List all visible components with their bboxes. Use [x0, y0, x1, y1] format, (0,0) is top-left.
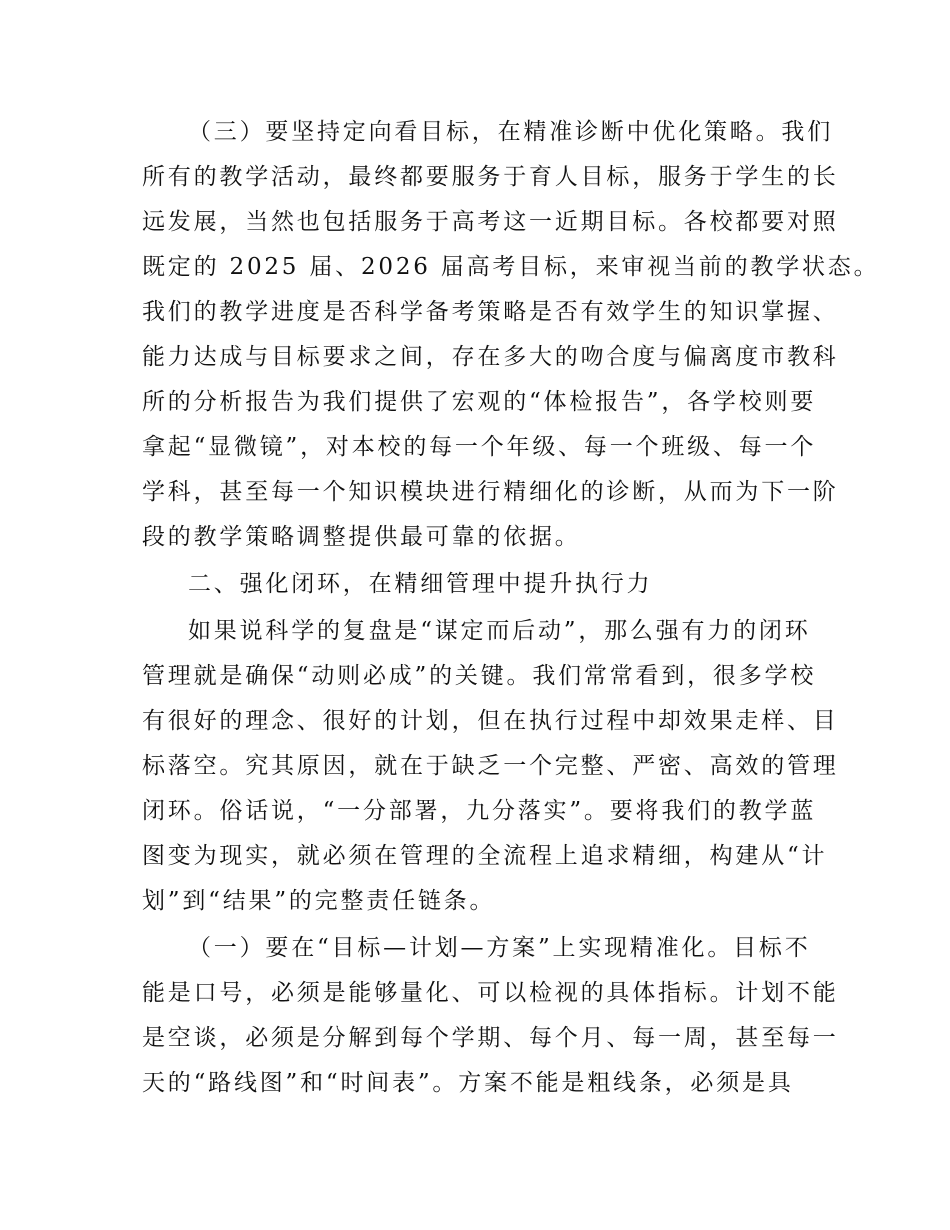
paragraph-3-line-2: 所有的教学活动，最终都要服务于育人目标，服务于学生的长: [142, 164, 839, 190]
paragraph-intro-line-1: 如果说科学的复盘是“谋定而后动”，那么强有力的闭环: [188, 618, 811, 644]
paragraph-1-line-4: 天的“路线图”和“时间表”。方案不能是粗线条，必须是具: [142, 1070, 794, 1096]
paragraph-intro-line-2: 管理就是确保“动则必成”的关键。我们常常看到，很多学校: [142, 663, 817, 689]
paragraph-1-line-1: （一）要在“目标—计划—方案”上实现精准化。目标不: [188, 935, 811, 961]
paragraph-3-line-3: 远发展，当然也包括服务于高考这一近期目标。各校都要对照: [142, 209, 839, 235]
paragraph-1-line-3: 是空谈，必须是分解到每个学期、每个月、每一周，甚至每一: [142, 1025, 839, 1051]
paragraph-3-line-5: 我们的教学进度是否科学备考策略是否有效学生的知识掌握、: [142, 299, 839, 325]
paragraph-3-line-10: 段的教学策略调整提供最可靠的依据。: [142, 524, 581, 550]
paragraph-intro-line-7: 划”到“结果”的完整责任链条。: [142, 888, 496, 914]
paragraph-3-line-4: 既定的 2025 届、2026 届高考目标，来审视当前的教学状态。: [142, 254, 880, 280]
paragraph-3-line-7: 所的分析报告为我们提供了宏观的“体检报告”，各学校则要: [142, 389, 817, 415]
paragraph-3-line-6: 能力达成与目标要求之间，存在多大的吻合度与偏离度市教科: [142, 344, 839, 370]
document-body: [142, 110, 880, 1106]
paragraph-1-line-2: 能是口号，必须是能够量化、可以检视的具体指标。计划不能: [142, 980, 839, 1006]
paragraph-intro-line-6: 图变为现实，就必须在管理的全流程上追求精细，构建从“计: [142, 843, 828, 869]
section-heading: 二、强化闭环，在精细管理中提升执行力: [188, 571, 653, 597]
paragraph-3-line-8: 拿起“显微镜”，对本校的每一个年级、每一个班级、每一个: [142, 434, 817, 460]
paragraph-3-line-1: （三）要坚持定向看目标，在精准诊断中优化策略。我们: [188, 119, 833, 145]
paragraph-3-line-9: 学科，甚至每一个知识模块进行精细化的诊断，从而为下一阶: [142, 479, 839, 505]
paragraph-intro-line-4: 标落空。究其原因，就在于缺乏一个完整、严密、高效的管理: [142, 753, 839, 779]
paragraph-intro-line-3: 有很好的理念、很好的计划，但在执行过程中却效果走样、目: [142, 708, 839, 734]
paragraph-intro-line-5: 闭环。俗话说，“一分部署，九分落实”。要将我们的教学蓝: [142, 798, 817, 824]
